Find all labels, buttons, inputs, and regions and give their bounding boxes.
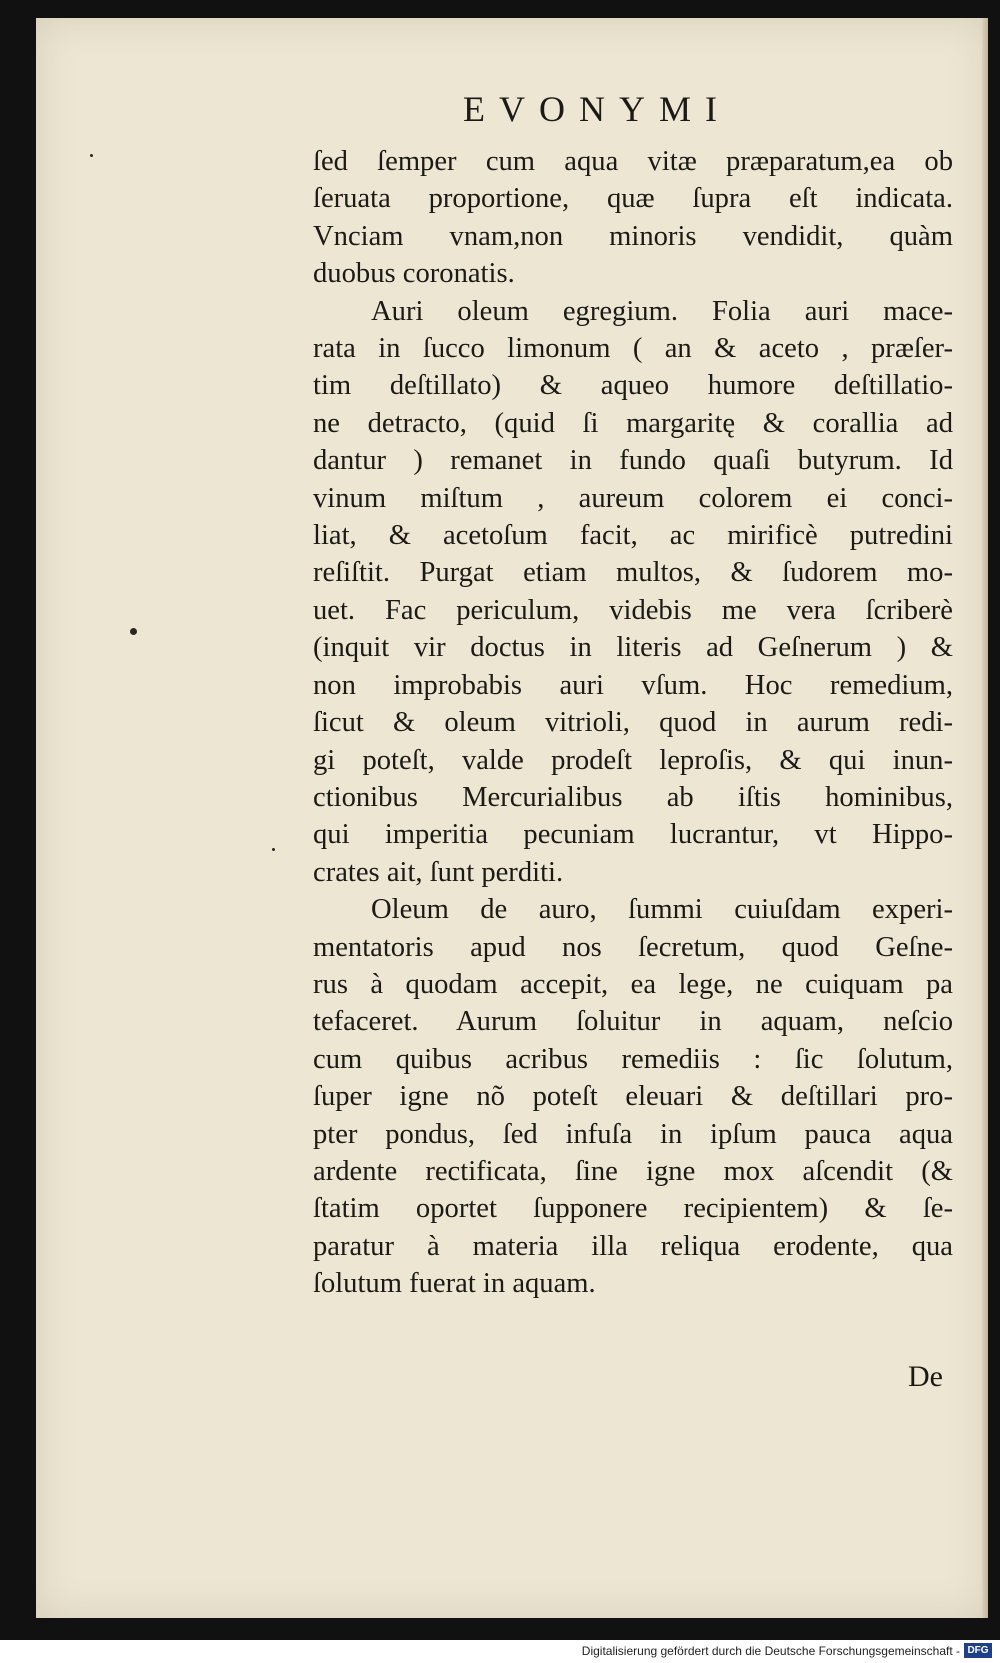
text-line: ſuper igne nõ poteſt eleuari & deſtillari pro- — [313, 1081, 953, 1113]
text-line: gi poteſt, valde prodeſt leproſis, & qui inun- — [313, 744, 953, 776]
text-line: ſicut & oleum vitrioli, quod in aurum redi- — [313, 707, 953, 739]
text-line: non improbabis auri vſum. Hoc remedium, — [313, 669, 953, 701]
catchword: De — [908, 1360, 943, 1393]
text-line: tim deſtillato) & aqueo humore deſtillatio- — [313, 370, 953, 402]
book-page — [36, 18, 988, 1618]
footer-bar — [0, 1640, 1000, 1663]
text-line: crates ait, ſunt perditi. — [313, 856, 564, 888]
text-line: paratur à materia illa reliqua erodente, qua — [313, 1230, 953, 1262]
text-line: vinum miſtum , aureum colorem ei conci- — [313, 482, 953, 514]
text-line: reſiſtit. Purgat etiam multos, & ſudorem mo- — [313, 557, 953, 589]
text-line: qui imperitia pecuniam lucrantur, vt Hippo- — [313, 819, 953, 851]
text-line: pter pondus, ſed infuſa in ipſum pauca aqua — [313, 1118, 953, 1150]
text-line: ſeruata proportione, quæ ſupra eſt indicata. — [313, 183, 953, 215]
text-line: ſtatim oportet ſupponere recipientem) & ſe- — [313, 1193, 953, 1225]
ink-speck — [90, 154, 93, 157]
text-line: duobus coronatis. — [313, 258, 515, 290]
digitization-credit: Digitalisierung gefördert durch die Deutsche Forschungsgemeinschaft - — [581, 1644, 960, 1658]
dfg-logo: DFG — [964, 1643, 992, 1658]
text-line: ne detracto, (quid ſi margaritę & corallia ad — [313, 407, 953, 439]
text-line: Oleum de auro, ſummi cuiuſdam experi- — [371, 894, 953, 926]
text-line: mentatoris apud nos ſecretum, quod Geſne- — [313, 931, 953, 963]
text-line: ctionibus Mercurialibus ab iſtis hominibus, — [313, 781, 953, 813]
running-header: EVONYMI — [463, 89, 731, 129]
text-line: rata in ſucco limonum ( an & aceto , præſer- — [313, 333, 953, 365]
text-line: Auri oleum egregium. Folia auri mace- — [371, 295, 953, 327]
text-line: cum quibus acribus remediis : ſic ſolutum, — [313, 1043, 953, 1075]
ink-speck — [272, 848, 275, 851]
body-text — [313, 143, 953, 1303]
text-line: (inquit vir doctus in literis ad Geſnerum ) & — [313, 632, 953, 664]
text-line: ſolutum fuerat in aquam. — [313, 1268, 596, 1300]
text-line: tefaceret. Aurum ſoluitur in aquam, neſcio — [313, 1006, 953, 1038]
text-line: uet. Fac periculum, videbis me vera ſcriberè — [313, 594, 953, 626]
ink-speck — [130, 628, 137, 635]
text-line: rus à quodam accepit, ea lege, ne cuiquam pa — [313, 968, 953, 1000]
text-line: dantur ) remanet in fundo quaſi butyrum. Id — [313, 445, 953, 477]
page-edge — [982, 18, 988, 1618]
text-line: ſed ſemper cum aqua vitæ præparatum,ea ob — [313, 146, 953, 177]
text-line: ardente rectificata, ſine igne mox aſcendit (& — [313, 1155, 953, 1187]
text-line: liat, & acetoſum facit, ac mirificè putredini — [313, 520, 953, 552]
text-line: Vnciam vnam,non minoris vendidit, quàm — [313, 220, 953, 252]
